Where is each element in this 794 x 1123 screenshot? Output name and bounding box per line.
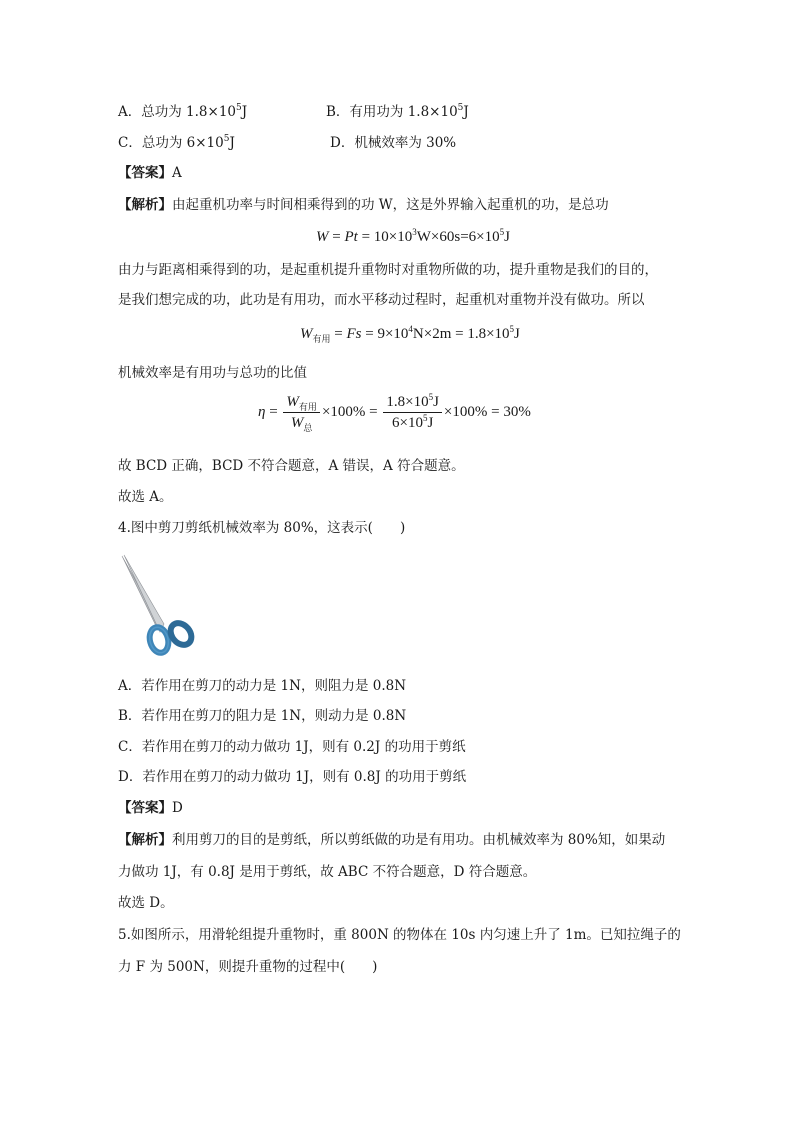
fraction: $\frac{1.8\times 10^5J}{6\times 10^5J}$ [383,393,442,432]
question-4: 4.图中剪刀剪纸机械效率为 80%，这表示( ) [118,520,406,536]
analysis-text: 是我们想完成的功，此功是有用功，而水平移动过程时，起重机对重物并没有做功。所以 [118,292,645,308]
answer-line: 【答案】A [118,165,182,181]
formula-total-work: $W = Pt = 10\times 10^3W\times 60s=6\times 10^5J$ [316,227,510,245]
conclusion: 故选 D。 [118,895,174,911]
option-b: B．有用功为 $1.8\times 10^5J$ [326,103,469,120]
conclusion: 故选 A。 [118,489,173,505]
option-b: B．若作用在剪刀的阻力是 1N，则动力是 0.8N [118,708,407,724]
answer-line: 【答案】D [118,800,183,816]
option-c: C．总功为 $6\times 10^5J$ [118,134,235,151]
scissors-icon [118,552,198,662]
option-a: A．若作用在剪刀的动力是 1N，则阻力是 0.8N [118,678,407,694]
question-5: 5.如图所示，用滑轮组提升重物时，重 800N 的物体在 10s 内匀速上升了 1m。已知拉绳子的 [118,927,681,943]
fraction: $\frac{W_{有用}}{W_总}$ [283,393,320,432]
option-c: C．若作用在剪刀的动力做功 1J，则有 0.2J 的功用于剪纸 [118,739,466,755]
formula-efficiency: η = $\frac{W_{有用}}{W_总}$ ×100% = $\frac{1.8\times 10^5J}{6\times 10^5J}$ ×100% = 30% [258,392,531,433]
option-d: D．若作用在剪刀的动力做功 1J，则有 0.8J 的功用于剪纸 [118,769,467,785]
option-a: A．总功为 $1.8\times 10^5J$ [118,103,248,120]
formula-useful-work: $W_{有用} = Fs = 9\times 10^4N\times 2m = 1.8\times 10^5J$ [300,324,520,344]
analysis-text: 由力与距离相乘得到的功，是起重机提升重物时对重物所做的功，提升重物是我们的目的， [118,262,658,278]
analysis-line: 【解析】由起重机功率与时间相乘得到的功 W，这是外界输入起重机的功，是总功 [118,197,609,213]
analysis-text: 机械效率是有用功与总功的比值 [118,365,307,381]
analysis-line: 【解析】利用剪刀的目的是剪纸，所以剪纸做的功是有用功。由机械效率为 80%知，如果动 [118,832,666,848]
question-5-cont: 力 F 为 500N，则提升重物的过程中( ) [118,959,378,975]
analysis-text: 力做功 1J，有 0.8J 是用于剪纸，故 ABC 不符合题意，D 符合题意。 [118,864,537,880]
analysis-text: 故 BCD 正确，BCD 不符合题意，A 错误，A 符合题意。 [118,458,465,474]
option-d: D．机械效率为 30% [330,135,457,151]
